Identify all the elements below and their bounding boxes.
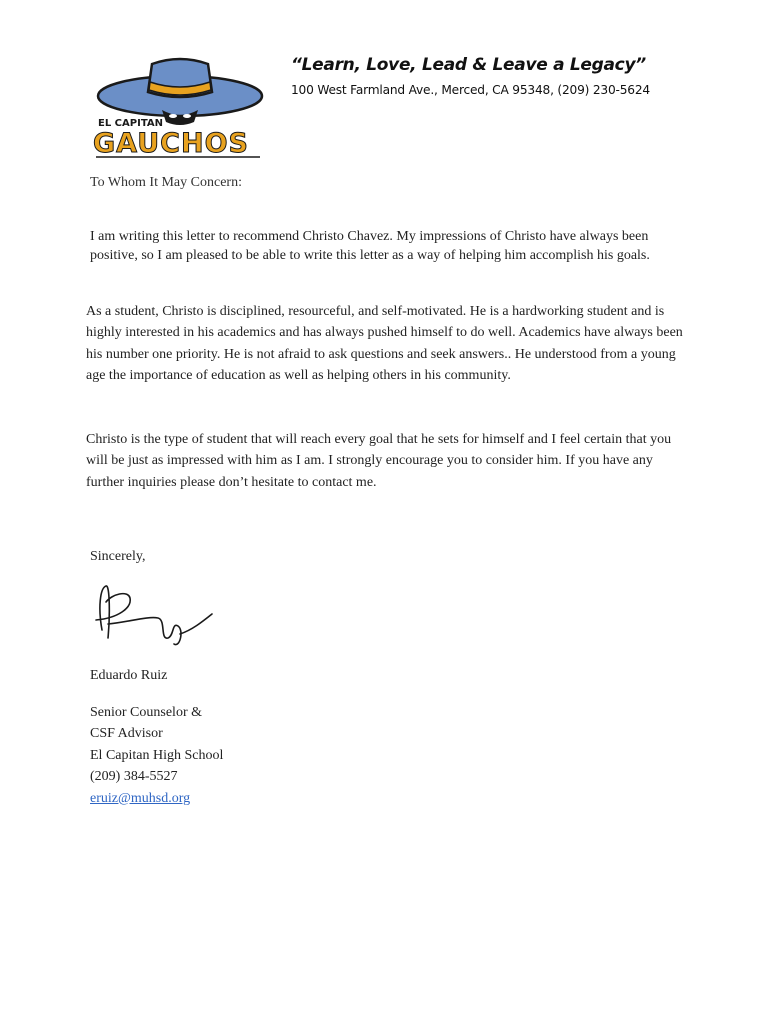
logo-main-text: GAUCHOS: [93, 128, 249, 159]
gaucho-hat-mascot-icon: [98, 59, 262, 125]
signer-school: El Capitan High School: [90, 747, 224, 763]
signer-title-line1: Senior Counselor &: [90, 705, 202, 720]
signer-phone: (209) 384-5527: [90, 769, 178, 785]
school-address: 100 West Farmland Ave., Merced, CA 95348, (209) 230-5624: [291, 83, 650, 97]
el-capitan-gauchos-logo: [90, 56, 266, 162]
letter-paragraph-intro: I am writing this letter to recommend Christo Chavez. My impressions of Christo have always been positive, so I am pleased to be able to write this letter as a way of helping him accomplish his goals.: [90, 229, 650, 263]
signer-title-line2: CSF Advisor: [90, 726, 163, 742]
letter-salutation: To Whom It May Concern:: [90, 175, 242, 190]
signer-email-link[interactable]: eruiz@muhsd.org: [90, 790, 191, 806]
school-motto: “Learn, Love, Lead & Leave a Legacy”: [291, 55, 646, 75]
letter-paragraph-recommendation: Christo is the type of student that will reach every goal that he sets for himself and I feel certain that you will be just as impressed with him as I am. I strongly encourage you to consider him. If you have any further inquiries please don’t hesitate to contact me.: [86, 432, 672, 490]
letter-closing: Sincerely,: [90, 549, 146, 564]
signer-contact-block: [90, 702, 223, 809]
letter-paragraph-character: As a student, Christo is disciplined, resourceful, and self-motivated. He is a hardworking student and is highly interested in his academics and has always pushed himself to do well. Academics have always been his number one priority. He is not afraid to ask questions and seek answers.. He understood from a young age the importance of education as well as helping others in his community.: [86, 304, 683, 384]
handwritten-signature: [88, 578, 216, 652]
logo-top-text: EL CAPITAN: [98, 118, 163, 129]
signer-name: Eduardo Ruiz: [90, 668, 168, 683]
